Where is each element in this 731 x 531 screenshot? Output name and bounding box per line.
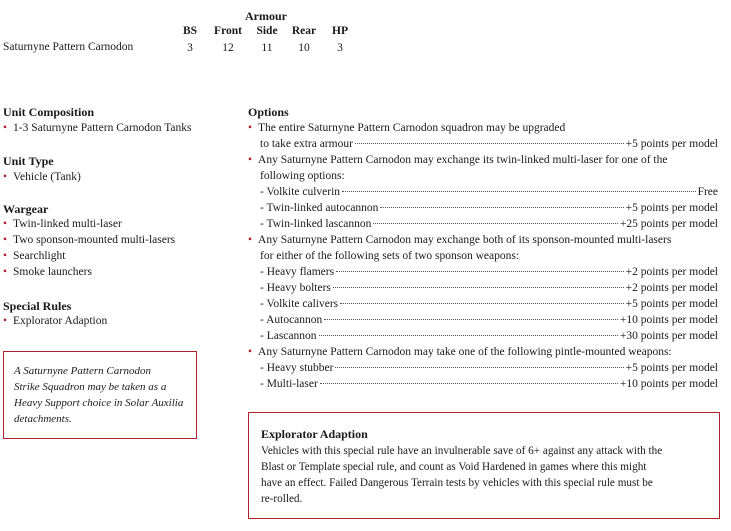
deployment-note-box xyxy=(3,351,197,439)
stat-hp: 3 xyxy=(337,42,343,54)
option-3-text-cont: for either of the following sets of two sponson weapons: xyxy=(260,250,520,262)
wargear-item: • Smoke launchers xyxy=(3,266,92,278)
option-2-text: • Any Saturnyne Pattern Carnodon may exchange its twin-linked multi-laser for one of the xyxy=(248,154,668,166)
wargear-item: • Two sponson-mounted multi-lasers xyxy=(3,234,176,246)
stat-rear: 10 xyxy=(298,42,310,54)
stat-side: 11 xyxy=(261,42,273,54)
armour-label: Armour xyxy=(245,9,287,23)
special-rules-heading: Special Rules xyxy=(3,299,72,313)
stat-header-hp: HP xyxy=(332,25,348,37)
option-row: - Multi-laser +10 points per model xyxy=(260,378,718,390)
option-4-text: • Any Saturnyne Pattern Carnodon may take one of the following pintle-mounted weapons: xyxy=(248,346,672,358)
note-line: A Saturnyne Pattern Carnodon xyxy=(14,365,151,377)
wargear-item: • Searchlight xyxy=(3,250,66,262)
option-row: - Lascannon +30 points per model xyxy=(260,330,718,342)
option-1-text: • The entire Saturnyne Pattern Carnodon squadron may be upgraded xyxy=(248,122,566,134)
special-rule-box xyxy=(248,412,720,519)
option-row: - Twin-linked lascannon +25 points per model xyxy=(260,218,718,230)
option-3-text: • Any Saturnyne Pattern Carnodon may exchange both of its sponson-mounted multi-lasers xyxy=(248,234,672,246)
wargear-heading: Wargear xyxy=(3,202,49,216)
rule-line: Vehicles with this special rule have an invulnerable save of 6+ against any attack with the xyxy=(261,445,663,457)
unit-type-heading: Unit Type xyxy=(3,154,54,168)
option-row: - Heavy bolters +2 points per model xyxy=(260,282,718,294)
stat-header-rear: Rear xyxy=(291,25,317,37)
unit-type-item: • Vehicle (Tank) xyxy=(3,171,81,183)
stat-header-front: Front xyxy=(214,25,242,37)
option-row: - Twin-linked autocannon +5 points per model xyxy=(260,202,718,214)
options-heading: Options xyxy=(248,105,289,119)
option-row: - Volkite calivers +5 points per model xyxy=(260,298,718,310)
note-line: detachments. xyxy=(14,413,72,425)
note-line: Strike Squadron may be taken as a xyxy=(14,381,167,393)
stat-bs: 3 xyxy=(187,42,193,54)
rule-line: have an effect. Failed Dangerous Terrain tests by vehicles with this special rule must be xyxy=(261,477,653,489)
stat-header-bs: BS xyxy=(182,25,198,37)
composition-item: • 1-3 Saturnyne Pattern Carnodon Tanks xyxy=(3,122,192,134)
stat-header-side: Side xyxy=(256,25,278,37)
option-2-text-cont: following options: xyxy=(260,170,345,182)
unit-composition-heading: Unit Composition xyxy=(3,105,95,119)
rule-line: re-rolled. xyxy=(261,493,303,505)
option-row: - Autocannon +10 points per model xyxy=(260,314,718,326)
wargear-item: • Twin-linked multi-laser xyxy=(3,218,122,230)
option-row: - Heavy flamers +2 points per model xyxy=(260,266,718,278)
unit-name: Saturnyne Pattern Carnodon xyxy=(3,41,134,53)
note-line: Heavy Support choice in Solar Auxilia xyxy=(14,397,184,409)
option-row: - Heavy stubber +5 points per model xyxy=(260,362,718,374)
option-row: - Volkite culverin Free xyxy=(260,186,718,198)
rule-line: Blast or Template special rule, and count as Void Hardened in games where this might xyxy=(261,461,647,473)
special-rule-item: • Explorator Adaption xyxy=(3,315,108,327)
special-rule-title: Explorator Adaption xyxy=(261,427,368,441)
option-row: to take extra armour +5 points per model xyxy=(260,138,718,150)
stat-front: 12 xyxy=(222,42,234,54)
